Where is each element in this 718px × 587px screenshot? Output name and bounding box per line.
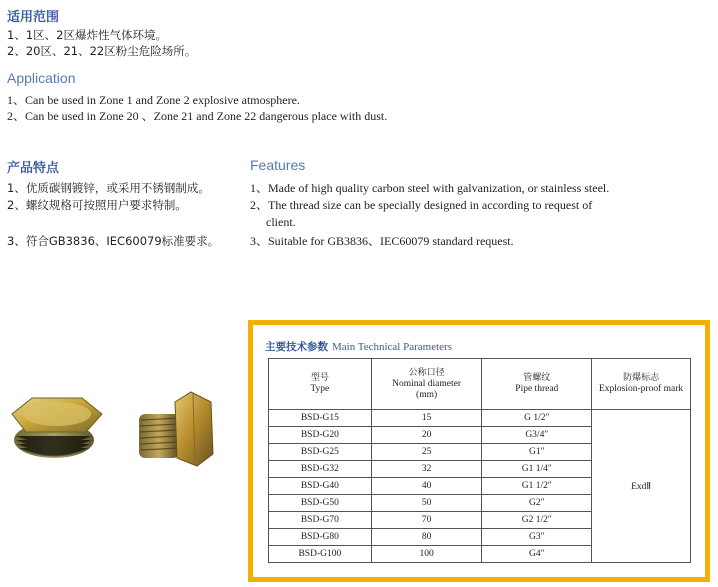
cell-type: BSD-G25	[269, 444, 372, 461]
cell-thread: G1 1/4″	[482, 461, 592, 478]
header-mark-cn: 防爆标志	[623, 373, 660, 383]
tech-params-table	[268, 358, 691, 563]
header-mark	[592, 359, 691, 410]
tech-params-title	[265, 339, 452, 354]
features-line-en-4: 3、Suitable for GB3836、IEC60079 standard request.	[250, 234, 514, 248]
scope-line-cn-1: 1、1区、2区爆炸性气体环境。	[7, 28, 167, 42]
features-line-cn-2: 2、螺纹规格可按照用户要求特制。	[7, 198, 187, 212]
cell-type: BSD-G20	[269, 427, 372, 444]
header-mark-en: Explosion-proof mark	[598, 384, 684, 394]
application-line-1: 1、Can be used in Zone 1 and Zone 2 explosive atmosphere.	[7, 93, 300, 107]
cell-thread: G1″	[482, 444, 592, 461]
scope-line-cn-2: 2、20区、21、22区粉尘危险场所。	[7, 44, 197, 58]
cell-type: BSD-G32	[269, 461, 372, 478]
header-type-cn: 型号	[310, 373, 329, 383]
cell-diameter: 15	[371, 410, 482, 427]
features-line-cn-3: 3、符合GB3836、IEC60079标准要求。	[7, 234, 220, 248]
header-thread-en: Pipe thread	[515, 384, 559, 394]
features-line-cn-1: 1、优质碳钢镀锌，或采用不锈钢制成。	[7, 181, 210, 195]
header-diameter-cn: 公称口径	[408, 367, 445, 378]
tech-params-title-cn: 主要技术参数	[265, 341, 328, 353]
scope-heading-cn: 适用范围	[7, 10, 60, 25]
cell-thread: G 1/2″	[482, 410, 592, 427]
cell-thread: G2″	[482, 495, 592, 512]
header-type	[269, 359, 372, 410]
cell-thread: G1 1/2″	[482, 478, 592, 495]
tech-params-title-en: Main Technical Parameters	[332, 341, 452, 353]
table-row	[269, 410, 691, 427]
cell-thread: G4″	[482, 546, 592, 563]
cell-explosion-mark: ExdⅡ	[592, 410, 691, 563]
header-diameter	[371, 359, 482, 410]
features-heading-en: Features	[250, 157, 306, 173]
features-heading-cn: 产品特点	[7, 161, 60, 176]
application-heading: Application	[7, 70, 76, 86]
cell-diameter: 32	[371, 461, 482, 478]
cell-type: BSD-G50	[269, 495, 372, 512]
features-line-en-2: 2、The thread size can be specially designed in according to request of	[250, 198, 593, 212]
features-line-en-1: 1、Made of high quality carbon steel with galvanization, or stainless steel.	[250, 181, 610, 195]
cell-diameter: 80	[371, 529, 482, 546]
header-diameter-en: Nominal diameter	[392, 378, 462, 389]
hex-plug-front-image	[2, 392, 112, 472]
cell-diameter: 40	[371, 478, 482, 495]
cell-diameter: 20	[371, 427, 482, 444]
cell-diameter: 70	[371, 512, 482, 529]
cell-type: BSD-G70	[269, 512, 372, 529]
cell-type: BSD-G80	[269, 529, 372, 546]
cell-type: BSD-G15	[269, 410, 372, 427]
tech-params-panel	[248, 320, 710, 582]
header-type-en: Type	[310, 384, 330, 394]
cell-diameter: 50	[371, 495, 482, 512]
hex-plug-side-image	[135, 388, 220, 478]
cell-thread: G3/4″	[482, 427, 592, 444]
cell-thread: G2 1/2″	[482, 512, 592, 529]
cell-type: BSD-G100	[269, 546, 372, 563]
header-thread	[482, 359, 592, 410]
header-diameter-unit: (mm)	[416, 389, 438, 400]
header-thread-cn: 管螺纹	[523, 373, 551, 383]
cell-type: BSD-G40	[269, 478, 372, 495]
application-line-2: 2、Can be used in Zone 20 、Zone 21 and Zone 22 dangerous place with dust.	[7, 109, 388, 123]
cell-diameter: 100	[371, 546, 482, 563]
cell-thread: G3″	[482, 529, 592, 546]
features-line-en-3: client.	[266, 215, 296, 229]
cell-diameter: 25	[371, 444, 482, 461]
